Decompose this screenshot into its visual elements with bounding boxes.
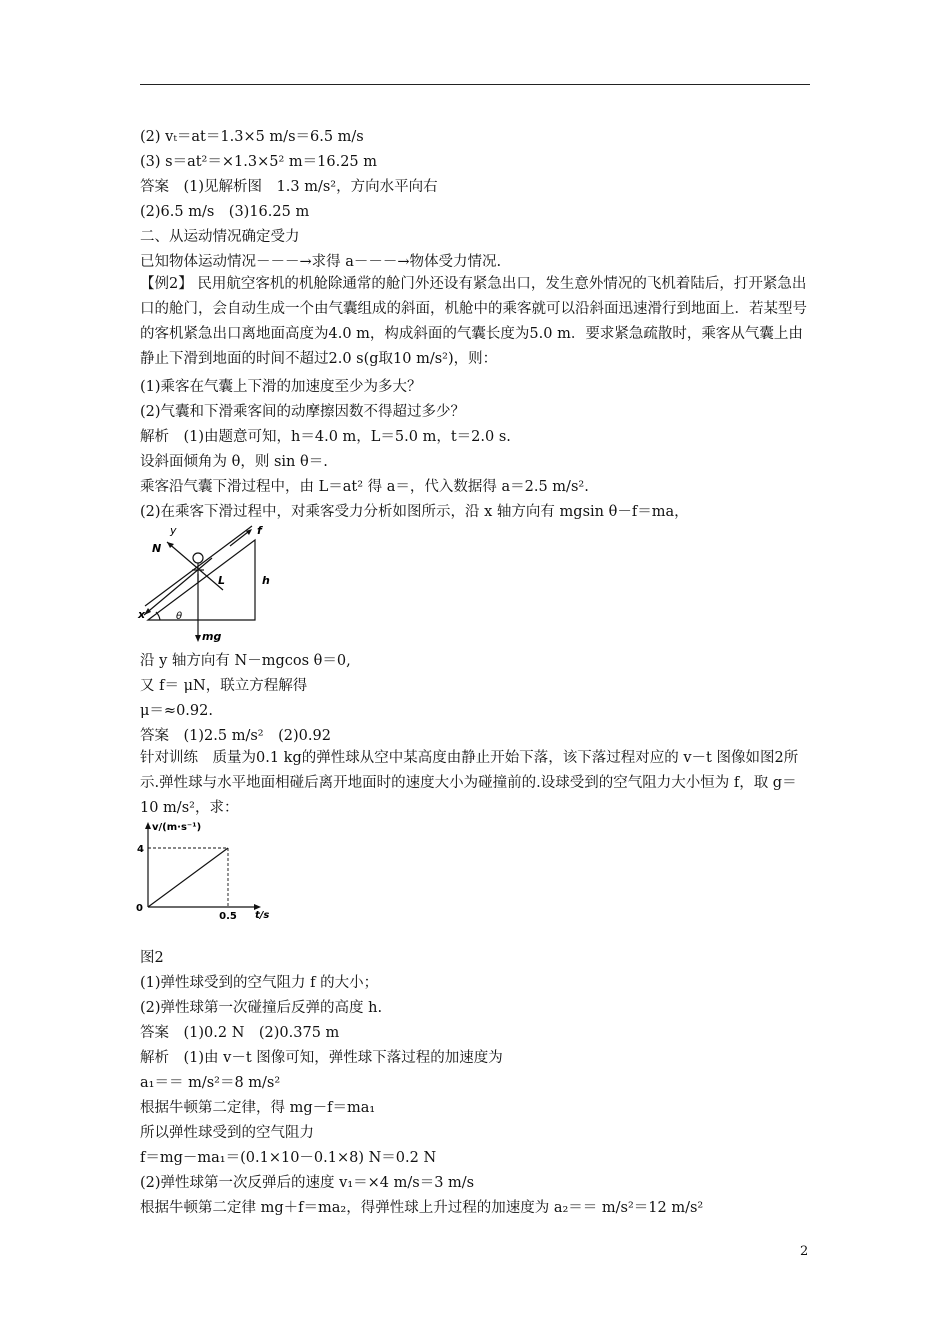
solution-line: 根据牛顿第二定律 mg＋f＝ma₂，得弹性球上升过程的加速度为 a₂＝＝ m/s²＝12 m/s²	[140, 1200, 704, 1216]
solution-line: μ＝≈0.92.	[140, 703, 213, 719]
page-number: 2	[800, 1244, 809, 1259]
label-N: N	[152, 542, 162, 555]
solution-line: 所以弹性球受到的空气阻力	[140, 1125, 314, 1141]
header-rule	[140, 84, 810, 85]
label-x: x	[138, 608, 146, 621]
answer-line: 答案 (1)0.2 N (2)0.375 m	[140, 1025, 340, 1041]
question-2: (2)弹性球第一次碰撞后反弹的高度 h.	[140, 1000, 383, 1016]
label-h: h	[262, 574, 270, 587]
solution-line: a₁＝＝ m/s²＝8 m/s²	[140, 1075, 281, 1091]
label-f: f	[257, 524, 262, 537]
force-diagram	[130, 520, 280, 648]
label-L: L	[218, 574, 226, 587]
vt-chart	[132, 818, 282, 928]
text-line: (2) vₜ＝at＝1.3×5 m/s＝6.5 m/s	[140, 129, 364, 145]
y-axis-label: v/(m·s⁻¹)	[152, 822, 202, 833]
question-1: (1)弹性球受到的空气阻力 f 的大小；	[140, 975, 379, 991]
series-line	[148, 848, 228, 907]
solution-line: 乘客沿气囊下滑过程中，由 L＝at² 得 a＝，代入数据得 a＝2.5 m/s².	[140, 479, 589, 495]
solution-line: 又 f＝ μN，联立方程解得	[140, 678, 308, 694]
passenger-head	[193, 553, 203, 563]
x-tick-label: 0.5	[219, 911, 237, 922]
text-line: (3) s＝at²＝×1.3×5² m＝16.25 m	[140, 154, 377, 170]
solution-line: 沿 y 轴方向有 N－mgcos θ＝0,	[140, 653, 351, 669]
solution-line: (2)在乘客下滑过程中，对乘客受力分析如图所示，沿 x 轴方向有 mgsin θ－f＝ma，	[140, 504, 689, 520]
answer-line: 答案 (1)2.5 m/s² (2)0.92	[140, 728, 331, 744]
practice-problem: 针对训练 质量为0.1 kg的弹性球从空中某高度由静止开始下落，该下落过程对应的 v－t 图像如图2所示.弹性球与水平地面相碰后离开地面时的速度大小为碰撞前的.设球受到的空气阻力大小恒为 f，取 g＝10 m/s²，求：	[140, 750, 799, 816]
incline-triangle	[148, 540, 255, 620]
solution-line: f＝mg－ma₁＝(0.1×10－0.1×8) N＝0.2 N	[140, 1150, 437, 1166]
question-2: (2)气囊和下滑乘客间的动摩擦因数不得超过多少？	[140, 404, 466, 420]
label-theta: θ	[176, 611, 183, 622]
solution-line: 解析 (1)由题意可知，h＝4.0 m，L＝5.0 m，t＝2.0 s.	[140, 429, 511, 445]
solution-line: 设斜面倾角为 θ，则 sin θ＝.	[140, 454, 328, 470]
text-line: 答案 (1)见解析图 1.3 m/s²，方向水平向右	[140, 179, 438, 195]
label-mg: mg	[202, 630, 222, 643]
y-tick-label: 4	[137, 844, 144, 855]
text-line: 已知物体运动情况－－－→求得 a－－－→物体受力情况.	[140, 254, 502, 270]
y-axis-arrow	[145, 822, 151, 829]
solution-line: (2)弹性球第一次反弹后的速度 v₁＝×4 m/s＝3 m/s	[140, 1175, 475, 1191]
label-y: y	[170, 524, 177, 537]
solution-line: 解析 (1)由 v－t 图像可知，弹性球下落过程的加速度为	[140, 1050, 503, 1066]
x-axis-label: t/s	[255, 910, 270, 921]
x-axis-line	[144, 558, 212, 615]
question-1: (1)乘客在气囊上下滑的加速度至少为多大？	[140, 379, 422, 395]
example-2-problem: 【例2】 民用航空客机的机舱除通常的舱门外还设有紧急出口，发生意外情况的飞机着陆后，打开紧急出口的舱门，会自动生成一个由气囊组成的斜面，机舱中的乘客就可以沿斜面迅速滑行到地面上．若某型号的客机紧急出口离地面高度为4.0 m，构成斜面的气囊长度为5.0 m．要求紧急疏散时，乘客从气囊上由静止下滑到地面的时间不超过2.0 s(g取10 m/s²)，则：	[140, 276, 807, 367]
text-line: (2)6.5 m/s (3)16.25 m	[140, 204, 310, 220]
origin-label: 0	[136, 903, 143, 914]
section-heading: 二、从运动情况确定受力	[140, 229, 300, 245]
solution-line: 根据牛顿第二定律，得 mg－f＝ma₁	[140, 1100, 376, 1116]
figure-caption: 图2	[140, 950, 164, 966]
friction-arrow-line	[230, 532, 248, 546]
